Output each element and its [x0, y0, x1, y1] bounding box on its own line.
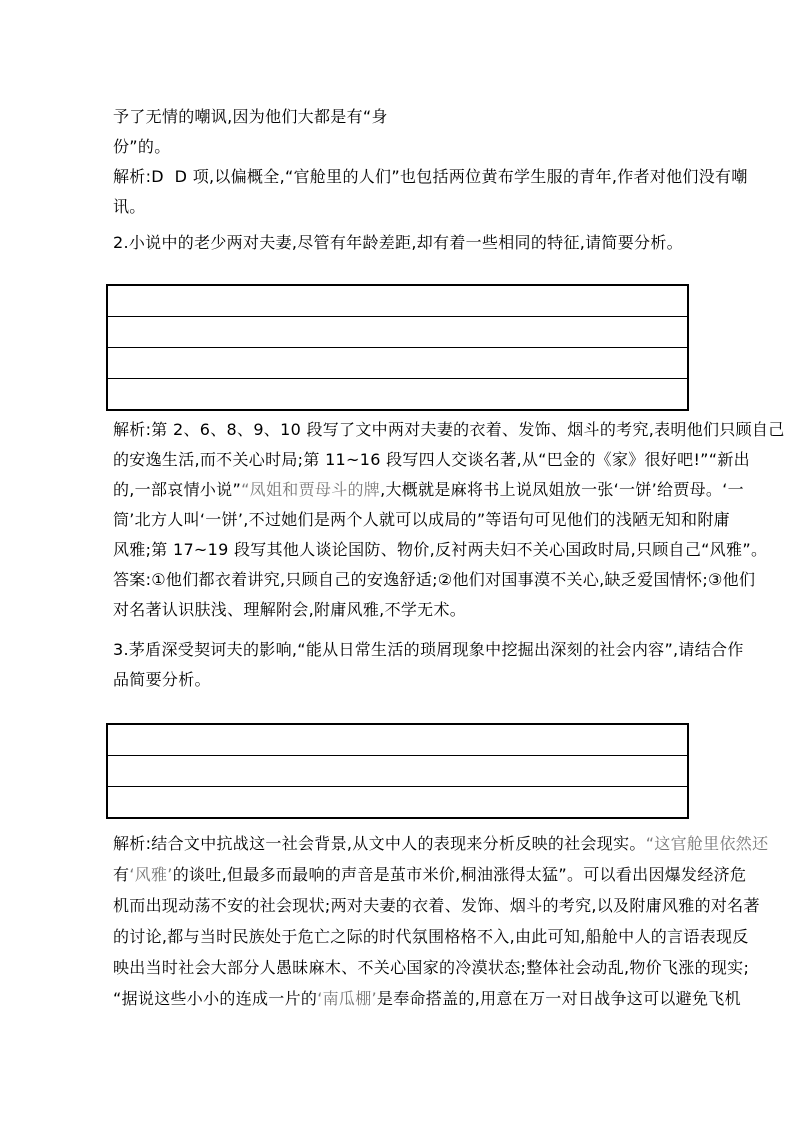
- text-line: [113, 102, 681, 132]
- text-line: [113, 635, 744, 665]
- answer-table-row: [107, 348, 688, 379]
- text-segment: 讯。: [113, 197, 146, 216]
- text-segment: 是奉命搭盖的,用意在万一对日战争这可以避免飞机: [376, 989, 741, 1008]
- answer-table-row: [107, 756, 688, 787]
- text-line: [113, 859, 747, 890]
- text-segment: 予了无情的嘲讽,因为他们大都是有“身: [113, 107, 388, 126]
- answer-cell[interactable]: [107, 379, 688, 411]
- text-segment: 有: [113, 865, 130, 884]
- answer-cell[interactable]: [107, 285, 688, 317]
- answer-table-row: [107, 724, 688, 756]
- text-segment: 映出当时社会大部分人愚昧麻木、不关心国家的冷漠状态;整体社会动乱,物价飞涨的现实;: [113, 958, 750, 977]
- text-segment: 3.茅盾深受契诃夫的影响,“能从日常生活的琐屑现象中挖掘出深刻的社会内容”,请结合作: [113, 640, 744, 659]
- text-line: [113, 475, 744, 505]
- answer-cell[interactable]: [107, 787, 688, 819]
- text-segment: “据说这些小小的连成一片的: [113, 989, 318, 1008]
- text-line: [113, 595, 681, 625]
- text-line: [113, 162, 748, 192]
- text-line: [113, 192, 681, 222]
- text-line: [113, 890, 760, 921]
- text-segment: 风雅;第 17~19 段写其他人谈论国防、物价,反衬两夫妇不关心国政时局,只顾自己“风雅”。: [113, 540, 768, 559]
- quote-text-segment: ‘风雅’: [129, 865, 173, 884]
- text-line: [113, 132, 681, 162]
- answer-cell[interactable]: [107, 756, 688, 787]
- text-segment: ,大概就是麻将书上说凤姐放一张‘一饼’给贾母。‘一: [380, 480, 744, 499]
- text-segment: 筒’北方人叫‘一饼’,不过她们是两个人就可以成局的”等语句可见他们的浅陋无知和附庸: [113, 510, 730, 529]
- analysis-q1: [113, 162, 748, 222]
- text-segment: 的谈吐,但最多而最响的声音是茧市米价,桐油涨得太猛”。可以看出因爆发经济危: [172, 865, 747, 884]
- analysis-q2: [113, 415, 785, 565]
- question-2: [113, 228, 681, 258]
- answer-table-row: [107, 787, 688, 819]
- text-line: [113, 505, 730, 535]
- answer-table-row: [107, 317, 688, 348]
- text-line: [113, 665, 681, 695]
- text-line: [113, 983, 741, 1014]
- analysis-q3: [113, 828, 769, 1014]
- text-line: [113, 445, 750, 475]
- text-line: [113, 921, 749, 952]
- text-line: [113, 952, 750, 983]
- text-segment: 2.小说中的老少两对夫妻,尽管有年龄差距,却有着一些相同的特征,请简要分析。: [113, 233, 683, 252]
- text-segment: 份”的。: [113, 137, 171, 156]
- question-3: [113, 635, 744, 695]
- text-segment: 机而出现动荡不安的社会现状;两对夫妻的衣着、发饰、烟斗的考究,以及附庸风雅的对名著: [113, 896, 760, 915]
- text-segment: 解析:第 2、6、8、9、10 段写了文中两对夫妻的衣着、发饰、烟斗的考究,表明他们只顾自己: [113, 420, 785, 439]
- answer-cell[interactable]: [107, 348, 688, 379]
- text-segment: 的,一部哀情小说”: [113, 480, 242, 499]
- answer-cell[interactable]: [107, 317, 688, 348]
- quote-text-segment: “这官舱里依然还: [645, 834, 769, 853]
- text-segment: 对名著认识肤浅、理解附会,附庸风雅,不学无术。: [113, 600, 467, 619]
- quote-text-segment: “凤姐和贾母斗的牌: [241, 480, 381, 499]
- answer-cell[interactable]: [107, 724, 688, 756]
- answer-q2: [113, 565, 756, 625]
- text-segment: 品简要分析。: [113, 670, 211, 689]
- answer-table-q3: [106, 723, 689, 819]
- text-line: [113, 228, 681, 258]
- text-line: [113, 565, 756, 595]
- text-segment: 的安逸生活,而不关心时局;第 11~16 段写四人交谈名著,从“巴金的《家》很好吧!”“新出: [113, 450, 750, 469]
- answer-table-row: [107, 285, 688, 317]
- text-line: [113, 535, 768, 565]
- text-line: [113, 415, 785, 445]
- answer-table-row: [107, 379, 688, 411]
- text-segment: 解析:结合文中抗战这一社会背景,从文中人的表现来分析反映的社会现实。: [113, 834, 646, 853]
- text-line: [113, 828, 769, 859]
- text-segment: 答案:①他们都衣着讲究,只顾自己的安逸舒适;②他们对国事漠不关心,缺乏爱国情怀;③他们: [113, 570, 756, 589]
- answer-table-q2: [106, 284, 689, 411]
- continued-paragraph: [113, 102, 681, 162]
- quote-text-segment: ‘南瓜棚’: [317, 989, 377, 1008]
- text-segment: 的讨论,都与当时民族处于危亡之际的时代氛围格格不入,由此可知,船舱中人的言语表现反: [113, 927, 749, 946]
- text-segment: 解析:D D 项,以偏概全,“官舱里的人们”也包括两位黄布学生服的青年,作者对他们没有嘲: [113, 167, 748, 186]
